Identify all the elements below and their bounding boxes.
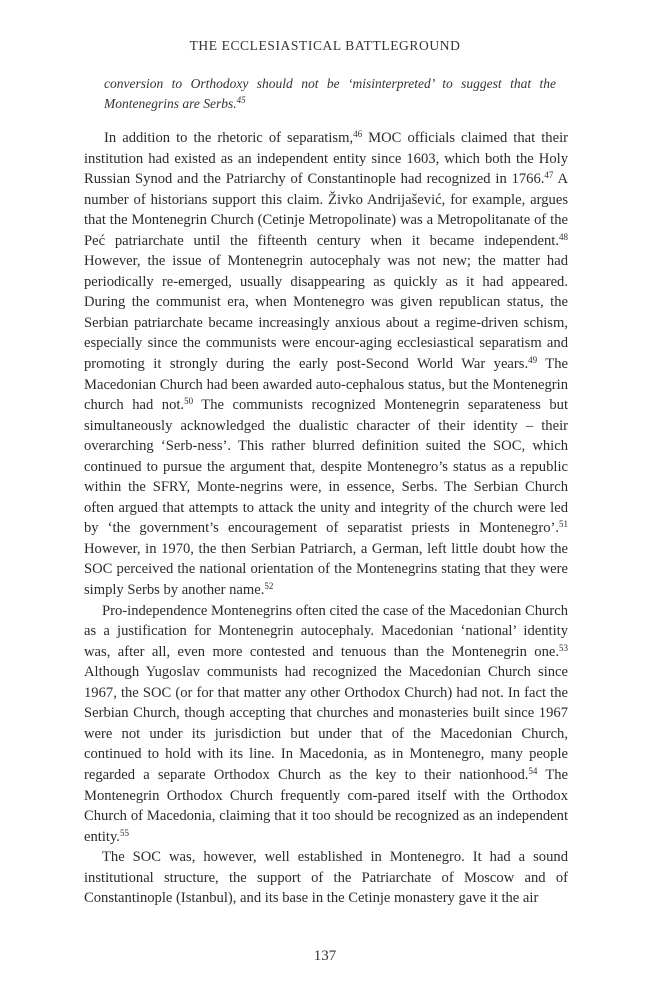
block-quote-text: conversion to Orthodoxy should not be ‘misinterpreted’ to suggest that the Montenegrins are Serbs. [104,76,556,111]
text-run: A number of historians support this claim. Živko Andrijašević, for example, argues that the Montenegrin Church (Cetinje Metropolinate) was a Metropolitanate of the Peć patriarchate until the fifteenth century when it became independent. [84,171,568,249]
text-run: MOC officials claimed that their institution had existed as an independent entity since 1603, which both the Holy Russian Synod and the Patriarchy of Constantinople had recognized in 1766. [84,130,568,188]
footnote-ref: 50 [184,396,194,407]
text-run: Pro-independence Montenegrins often cited the case of the Macedonian Church as a justification for Montenegrin autocephaly. Macedonian ‘national’ identity was, after all, even more contested and tenuous than the Montenegrin one. [84,602,568,660]
footnote-ref: 45 [236,95,246,105]
text-run: The SOC was, however, well established in Montenegro. It had a sound institutional structure, the support of the Patriarchate of Moscow and of Constantinople (Istanbul), and its base in the Cetinje monastery gave it the air [84,849,568,907]
paragraph [84,601,568,848]
text-run: Although Yugoslav communists had recognized the Macedonian Church since 1967, the SOC (or for that matter any other Orthodox Church) had not. In fact the Serbian Church, though accepting that churches and monasteries built since 1967 were not under its jurisdiction but under that of the Macedonian Church, continued to hold with its line. In Macedonia, as in Montenegro, many people regarded a separate Orthodox Church as the key to their nationhood. [84,664,568,783]
text-run: In addition to the rhetoric of separatism, [104,130,354,146]
text-run: However, the issue of Montenegrin autocephaly was not new; the matter had periodically re-emerged, usually disappearing as quickly as it had appeared. During the communist era, when Montenegro was given republican status, the Serbian patriarchate became increasingly anxious about a regime-driven schism, especially since the communists were encour-aging ecclesiastical separatism and promoting it strongly during the early post-Second World War years. [84,253,568,373]
footnote-ref: 55 [119,827,129,838]
footnote-ref: 52 [264,581,274,592]
footnote-ref: 48 [559,231,568,242]
paragraph [84,128,568,601]
page-number: 137 [313,948,337,964]
paragraph [84,847,568,909]
body-text [84,128,568,909]
footnote-ref: 53 [559,642,568,653]
block-quote [104,74,556,114]
text-run: The communists recognized Montenegrin separateness but simultaneously acknowledged the dualistic character of their identity – their overarching ‘Serb-ness’. This rather blurred definition suited the SOC, which continued to pursue the argument that, despite Montenegro’s status as a republic within the SFRY, Monte-negrins were, in essence, Serbs. The Serbian Church often argued that attempts to attack the unity and integrity of the church were led by ‘the government’s encouragement of separatist priests in Montenegro’. [84,397,568,537]
footnote-ref: 49 [528,355,538,366]
footnote-ref: 47 [544,170,554,181]
footnote-ref: 54 [528,765,538,776]
text-run: The Montenegrin Orthodox Church frequently com-pared itself with the Orthodox Church of Macedonia, claiming that it too should be recognized as an independent entity. [84,766,569,845]
text-run: The Macedonian Church had been awarded auto-cephalous status, but the Montenegrin church had not. [84,356,568,414]
running-head: THE ECCLESIASTICAL BATTLEGROUND [189,38,461,53]
footnote-ref: 51 [559,519,568,530]
footnote-ref: 46 [353,129,363,139]
text-run: However, in 1970, the then Serbian Patriarch, a German, left little doubt how the SOC perceived the national orientation of the Montenegrins stating that they were simply Serbs by another name. [84,540,568,599]
